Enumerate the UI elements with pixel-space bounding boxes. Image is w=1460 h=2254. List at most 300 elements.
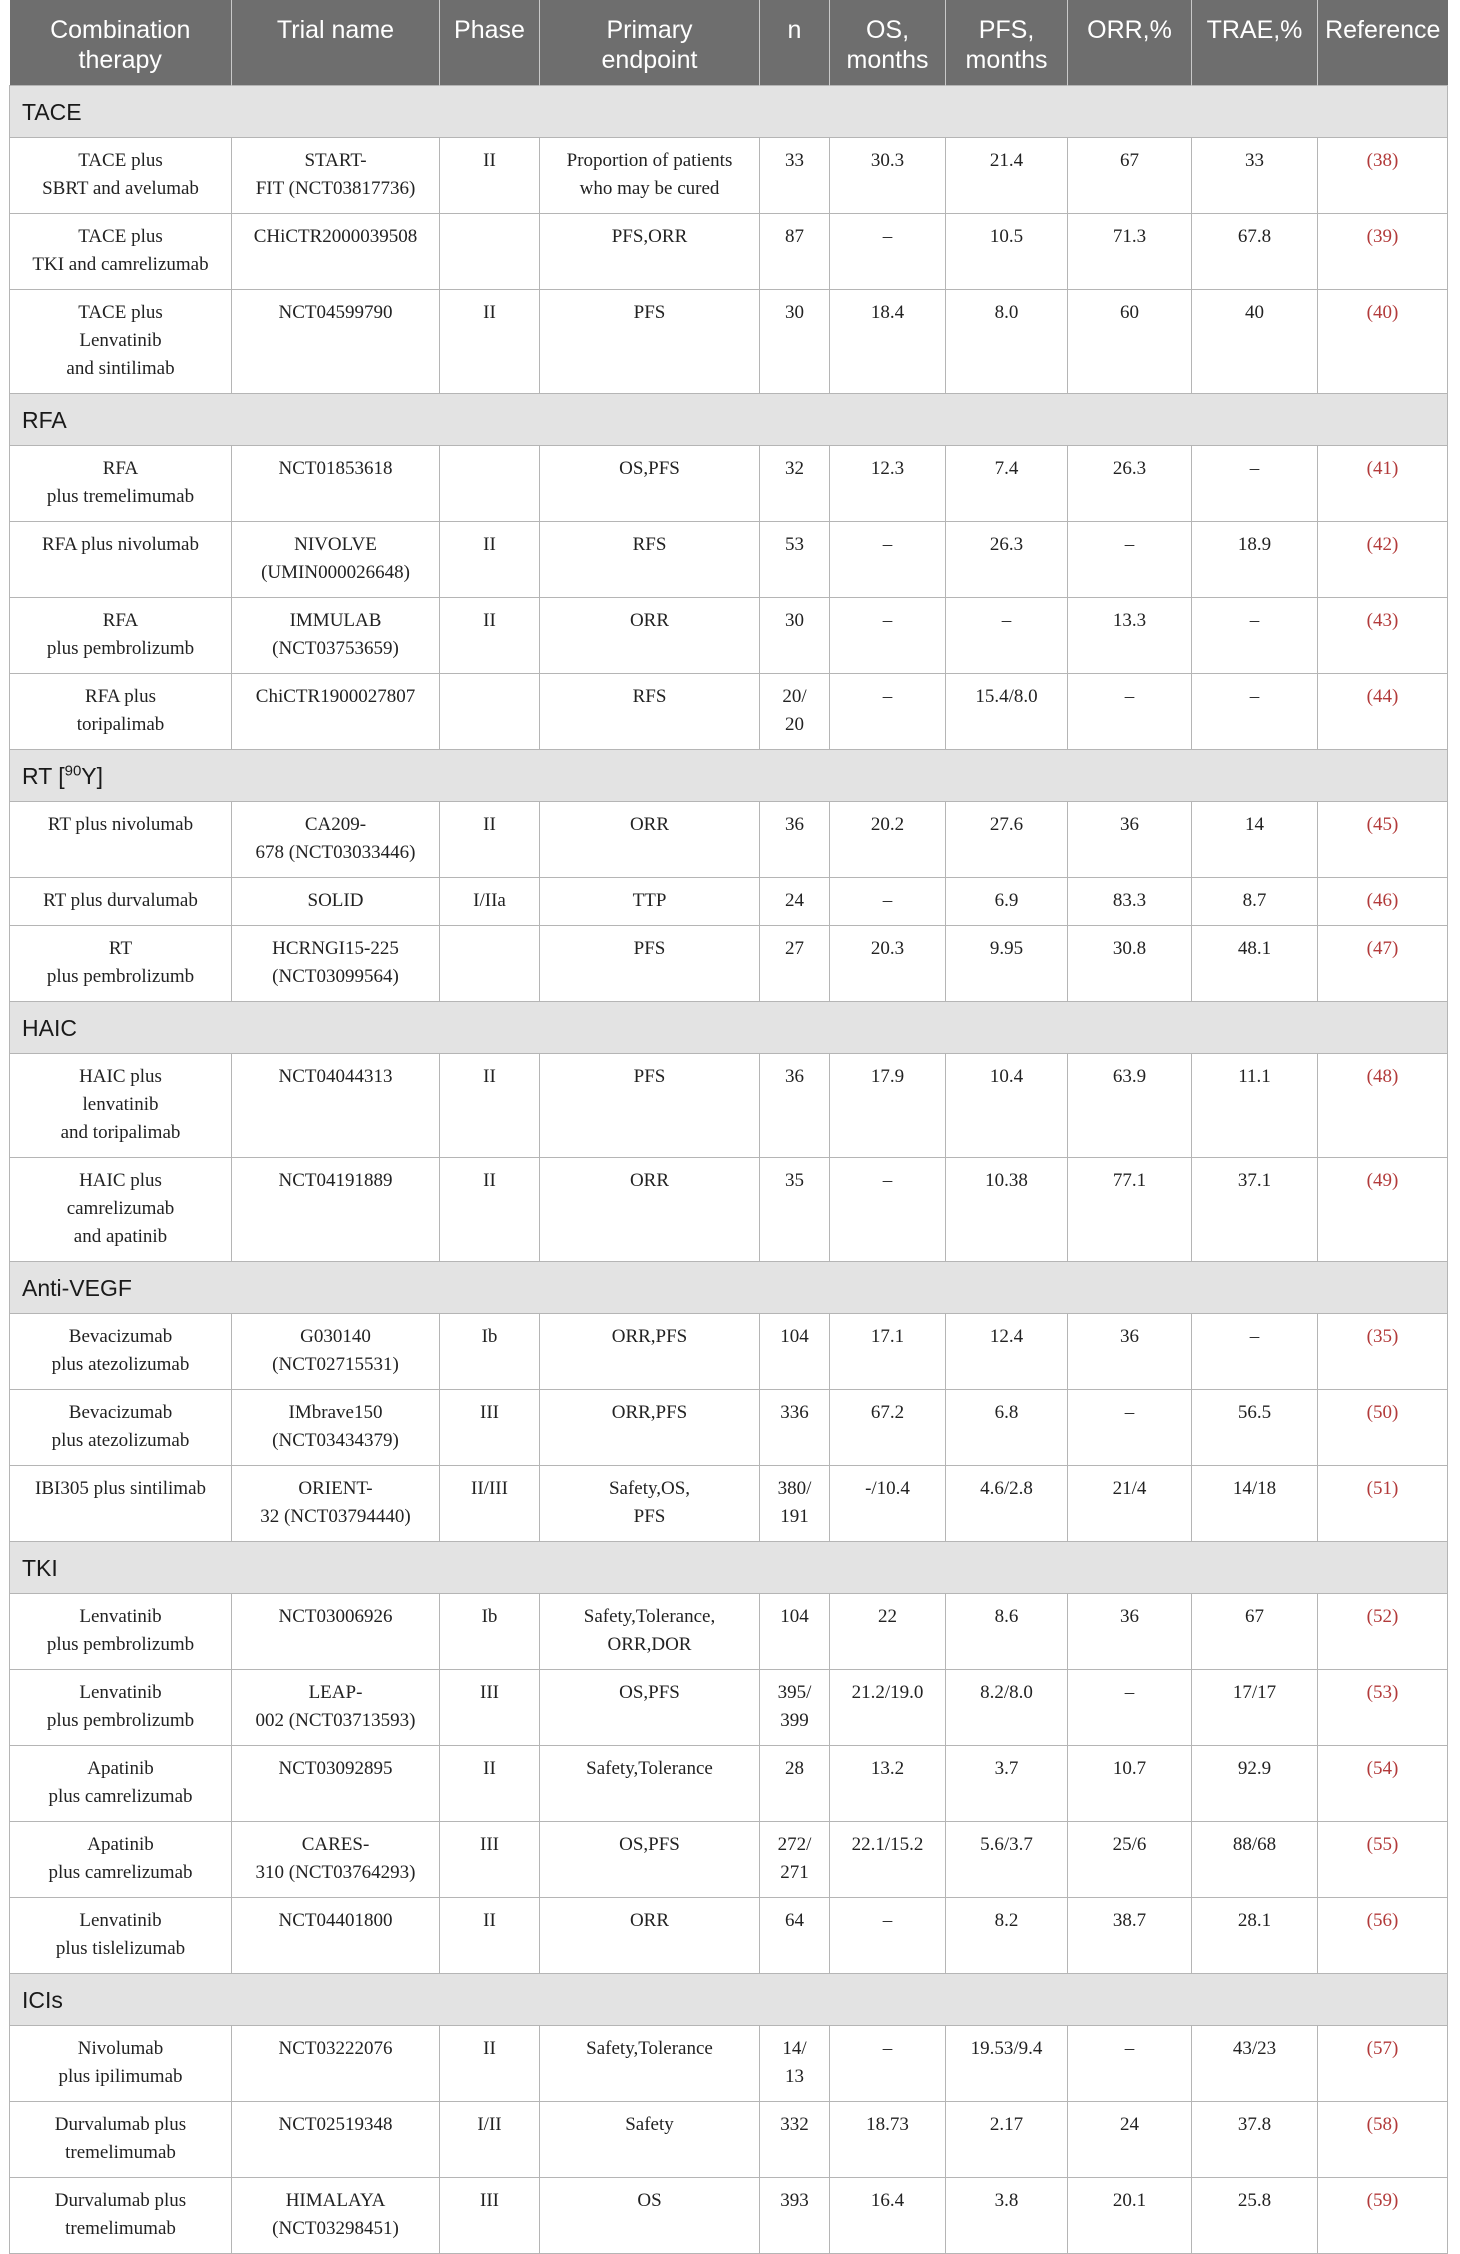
cell-text: RFA plus nivolumab bbox=[42, 534, 199, 555]
reference-cell bbox=[1318, 1594, 1448, 1670]
cell-text: Safety,OS, bbox=[608, 1478, 691, 1499]
endpoint-cell bbox=[540, 2178, 760, 2254]
therapy-cell bbox=[10, 2026, 232, 2102]
trae-cell: 11.1 bbox=[1192, 1054, 1318, 1158]
column-header-pfs-months bbox=[946, 0, 1068, 86]
column-header-text: Phase bbox=[454, 16, 525, 44]
cell-text: NCT03092895 bbox=[278, 1758, 393, 1779]
cell-text: who may be cured bbox=[579, 178, 720, 199]
cell-text: IBI305 plus sintilimab bbox=[35, 1478, 206, 1499]
n-cell bbox=[760, 1746, 830, 1822]
orr-cell: 13.3 bbox=[1068, 598, 1192, 674]
phase-cell bbox=[440, 214, 540, 290]
cell-text: plus pembrolizumb bbox=[46, 966, 195, 987]
trae-cell: 37.8 bbox=[1192, 2102, 1318, 2178]
cell-text: plus tislelizumab bbox=[55, 1938, 186, 1959]
column-header-text: PFS, bbox=[978, 16, 1035, 44]
table-row bbox=[10, 1314, 1448, 1390]
endpoint-cell bbox=[540, 2102, 760, 2178]
orr-cell: 20.1 bbox=[1068, 2178, 1192, 2254]
cell-text: NCT02519348 bbox=[278, 2114, 393, 2135]
orr-cell: 26.3 bbox=[1068, 446, 1192, 522]
cell-text: IMMULAB bbox=[289, 610, 382, 631]
section-title: RFA bbox=[10, 394, 1448, 446]
phase-cell: Ib bbox=[440, 1594, 540, 1670]
cell-text: ORR,PFS bbox=[611, 1402, 688, 1423]
pfs-cell: – bbox=[946, 598, 1068, 674]
n-cell bbox=[760, 2026, 830, 2102]
phase-cell: II bbox=[440, 1746, 540, 1822]
phase-cell: II bbox=[440, 138, 540, 214]
table-row bbox=[10, 1466, 1448, 1542]
reference-link[interactable]: (50) bbox=[1366, 1402, 1399, 1423]
reference-link[interactable]: (55) bbox=[1366, 1834, 1399, 1855]
cell-text: TKI and camrelizumab bbox=[32, 254, 209, 275]
phase-cell: II bbox=[440, 290, 540, 394]
reference-link[interactable]: (52) bbox=[1366, 1606, 1399, 1627]
column-header-text: therapy bbox=[78, 46, 162, 74]
column-header-text: ORR,% bbox=[1087, 16, 1172, 44]
reference-cell bbox=[1318, 674, 1448, 750]
os-cell: – bbox=[830, 598, 946, 674]
combination-therapy-trials-table bbox=[9, 0, 1448, 2254]
cell-text: Proportion of patients bbox=[566, 150, 733, 171]
reference-link[interactable]: (56) bbox=[1366, 1910, 1399, 1931]
trae-cell: – bbox=[1192, 674, 1318, 750]
reference-link[interactable]: (57) bbox=[1366, 2038, 1399, 2059]
cell-text: PFS bbox=[633, 1066, 666, 1087]
trae-cell: 37.1 bbox=[1192, 1158, 1318, 1262]
endpoint-cell bbox=[540, 1314, 760, 1390]
cell-text: 336 bbox=[780, 1402, 809, 1423]
os-cell: 30.3 bbox=[830, 138, 946, 214]
cell-text: and toripalimab bbox=[60, 1122, 181, 1143]
reference-link[interactable]: (45) bbox=[1366, 814, 1399, 835]
trial-name-cell bbox=[232, 878, 440, 926]
n-cell bbox=[760, 1822, 830, 1898]
reference-link[interactable]: (53) bbox=[1366, 1682, 1399, 1703]
trial-name-cell bbox=[232, 1746, 440, 1822]
phase-cell bbox=[440, 674, 540, 750]
endpoint-cell bbox=[540, 1898, 760, 1974]
phase-cell: III bbox=[440, 1822, 540, 1898]
section-row bbox=[10, 1974, 1448, 2026]
therapy-cell bbox=[10, 290, 232, 394]
pfs-cell: 7.4 bbox=[946, 446, 1068, 522]
cell-text: FIT (NCT03817736) bbox=[255, 178, 416, 199]
os-cell: 12.3 bbox=[830, 446, 946, 522]
orr-cell: 36 bbox=[1068, 1594, 1192, 1670]
trial-name-cell bbox=[232, 1314, 440, 1390]
os-cell: – bbox=[830, 1898, 946, 1974]
endpoint-cell bbox=[540, 1466, 760, 1542]
trial-name-cell bbox=[232, 1670, 440, 1746]
section-title bbox=[10, 750, 1448, 802]
trial-name-cell bbox=[232, 802, 440, 878]
table-header bbox=[10, 0, 1448, 86]
cell-text: 271 bbox=[780, 1862, 809, 1883]
endpoint-cell bbox=[540, 522, 760, 598]
cell-text: RT plus nivolumab bbox=[47, 814, 194, 835]
cell-text: tremelimumab bbox=[65, 2142, 176, 2163]
reference-cell bbox=[1318, 1822, 1448, 1898]
cell-text: Nivolumab bbox=[77, 2038, 164, 2059]
pfs-cell: 6.8 bbox=[946, 1390, 1068, 1466]
column-header-n bbox=[760, 0, 830, 86]
n-cell bbox=[760, 1594, 830, 1670]
column-header-text: Combination bbox=[50, 16, 191, 44]
reference-link[interactable]: (35) bbox=[1366, 1326, 1399, 1347]
trae-cell: 18.9 bbox=[1192, 522, 1318, 598]
n-cell bbox=[760, 802, 830, 878]
pfs-cell: 9.95 bbox=[946, 926, 1068, 1002]
trae-cell: 92.9 bbox=[1192, 1746, 1318, 1822]
n-cell bbox=[760, 1054, 830, 1158]
cell-text: LEAP- bbox=[308, 1682, 363, 1703]
section-title: HAIC bbox=[10, 1002, 1448, 1054]
trials-table-container bbox=[9, 0, 1447, 2254]
therapy-cell bbox=[10, 878, 232, 926]
section-row bbox=[10, 1542, 1448, 1594]
reference-cell bbox=[1318, 878, 1448, 926]
trial-name-cell bbox=[232, 522, 440, 598]
trae-cell: 14/18 bbox=[1192, 1466, 1318, 1542]
endpoint-cell bbox=[540, 1054, 760, 1158]
reference-link[interactable]: (46) bbox=[1366, 890, 1399, 911]
cell-text: Safety,Tolerance bbox=[586, 1758, 713, 1779]
pfs-cell: 26.3 bbox=[946, 522, 1068, 598]
orr-cell: – bbox=[1068, 2026, 1192, 2102]
n-cell bbox=[760, 214, 830, 290]
cell-text: ORIENT- bbox=[298, 1478, 373, 1499]
reference-link[interactable]: (38) bbox=[1366, 150, 1399, 171]
section-title-part: RT [ bbox=[22, 763, 65, 789]
cell-text: plus pembrolizumb bbox=[46, 638, 195, 659]
phase-cell: II bbox=[440, 598, 540, 674]
reference-link[interactable]: (51) bbox=[1366, 1478, 1399, 1499]
cell-text: RFS bbox=[632, 534, 667, 555]
os-cell: 67.2 bbox=[830, 1390, 946, 1466]
phase-cell: II bbox=[440, 802, 540, 878]
therapy-cell bbox=[10, 2102, 232, 2178]
section-row bbox=[10, 394, 1448, 446]
cell-text: RT plus durvalumab bbox=[43, 890, 198, 911]
reference-cell bbox=[1318, 1466, 1448, 1542]
cell-text: 104 bbox=[780, 1606, 809, 1627]
cell-text: 53 bbox=[785, 534, 804, 555]
n-cell bbox=[760, 598, 830, 674]
table-row bbox=[10, 1822, 1448, 1898]
section-title: TKI bbox=[10, 1542, 1448, 1594]
cell-text: Safety,Tolerance, bbox=[583, 1606, 716, 1627]
orr-cell: 24 bbox=[1068, 2102, 1192, 2178]
reference-link[interactable]: (47) bbox=[1366, 938, 1399, 959]
table-body bbox=[10, 86, 1448, 2254]
table-row bbox=[10, 2026, 1448, 2102]
cell-text: Lenvatinib bbox=[79, 1606, 162, 1627]
reference-link[interactable]: (49) bbox=[1366, 1170, 1399, 1191]
cell-text: TACE plus bbox=[78, 302, 163, 323]
cell-text: OS bbox=[637, 2190, 662, 2211]
pfs-cell: 10.5 bbox=[946, 214, 1068, 290]
os-cell: 22 bbox=[830, 1594, 946, 1670]
cell-text: plus pembrolizumb bbox=[46, 1710, 195, 1731]
cell-text: NCT04044313 bbox=[278, 1066, 393, 1087]
pfs-cell: 15.4/8.0 bbox=[946, 674, 1068, 750]
reference-cell bbox=[1318, 1314, 1448, 1390]
trae-cell: 25.8 bbox=[1192, 2178, 1318, 2254]
cell-text: ChiCTR1900027807 bbox=[255, 686, 416, 707]
cell-text: Lenvatinib bbox=[79, 1910, 162, 1931]
cell-text: toripalimab bbox=[76, 714, 165, 735]
reference-cell bbox=[1318, 926, 1448, 1002]
therapy-cell bbox=[10, 1054, 232, 1158]
trae-cell: 28.1 bbox=[1192, 1898, 1318, 1974]
reference-cell bbox=[1318, 446, 1448, 522]
cell-text: RFA plus bbox=[85, 686, 156, 707]
cell-text: TACE plus bbox=[78, 226, 163, 247]
reference-cell bbox=[1318, 1158, 1448, 1262]
cell-text: HCRNGI15-225 bbox=[272, 938, 399, 959]
phase-cell: II bbox=[440, 522, 540, 598]
column-header-trae bbox=[1192, 0, 1318, 86]
cell-text: lenvatinib bbox=[82, 1094, 159, 1115]
cell-text: 332 bbox=[780, 2114, 809, 2135]
phase-cell: III bbox=[440, 1670, 540, 1746]
therapy-cell bbox=[10, 522, 232, 598]
endpoint-cell bbox=[540, 1594, 760, 1670]
trial-name-cell bbox=[232, 1466, 440, 1542]
reference-cell bbox=[1318, 1054, 1448, 1158]
reference-cell bbox=[1318, 290, 1448, 394]
trae-cell: 43/23 bbox=[1192, 2026, 1318, 2102]
cell-text: CARES- bbox=[301, 1834, 370, 1855]
reference-cell bbox=[1318, 2178, 1448, 2254]
cell-text: 64 bbox=[785, 1910, 804, 1931]
os-cell: – bbox=[830, 522, 946, 598]
cell-text: 87 bbox=[785, 226, 804, 247]
os-cell: 17.9 bbox=[830, 1054, 946, 1158]
n-cell bbox=[760, 1670, 830, 1746]
cell-text: RFA bbox=[102, 610, 139, 631]
column-header-orr bbox=[1068, 0, 1192, 86]
endpoint-cell bbox=[540, 1746, 760, 1822]
pfs-cell: 10.4 bbox=[946, 1054, 1068, 1158]
trae-cell: – bbox=[1192, 446, 1318, 522]
pfs-cell: 8.2 bbox=[946, 1898, 1068, 1974]
cell-text: NCT04599790 bbox=[278, 302, 393, 323]
column-header-reference bbox=[1318, 0, 1448, 86]
column-header-combination-therapy bbox=[10, 0, 232, 86]
cell-text: ORR bbox=[629, 1910, 670, 1931]
cell-text: NCT04191889 bbox=[278, 1170, 393, 1191]
n-cell bbox=[760, 1390, 830, 1466]
cell-text: Safety,Tolerance bbox=[586, 2038, 713, 2059]
pfs-cell: 4.6/2.8 bbox=[946, 1466, 1068, 1542]
trial-name-cell bbox=[232, 214, 440, 290]
reference-cell bbox=[1318, 2102, 1448, 2178]
pfs-cell: 5.6/3.7 bbox=[946, 1822, 1068, 1898]
endpoint-cell bbox=[540, 138, 760, 214]
cell-text: HAIC plus bbox=[79, 1066, 162, 1087]
table-row bbox=[10, 1158, 1448, 1262]
os-cell: 18.4 bbox=[830, 290, 946, 394]
table-row bbox=[10, 290, 1448, 394]
n-cell bbox=[760, 926, 830, 1002]
table-row bbox=[10, 674, 1448, 750]
reference-link[interactable]: (41) bbox=[1366, 458, 1399, 479]
orr-cell: – bbox=[1068, 522, 1192, 598]
section-row bbox=[10, 86, 1448, 138]
table-row bbox=[10, 1898, 1448, 1974]
reference-cell bbox=[1318, 2026, 1448, 2102]
therapy-cell bbox=[10, 1898, 232, 1974]
cell-text: HIMALAYA bbox=[285, 2190, 386, 2211]
n-cell bbox=[760, 1466, 830, 1542]
reference-link[interactable]: (39) bbox=[1366, 226, 1399, 247]
endpoint-cell bbox=[540, 598, 760, 674]
cell-text: 33 bbox=[785, 150, 804, 171]
trial-name-cell bbox=[232, 598, 440, 674]
cell-text: 310 (NCT03764293) bbox=[255, 1862, 416, 1883]
trae-cell: 40 bbox=[1192, 290, 1318, 394]
os-cell: – bbox=[830, 2026, 946, 2102]
section-title: TACE bbox=[10, 86, 1448, 138]
therapy-cell bbox=[10, 598, 232, 674]
n-cell bbox=[760, 446, 830, 522]
n-cell bbox=[760, 1158, 830, 1262]
cell-text: 32 bbox=[785, 458, 804, 479]
cell-text: plus pembrolizumb bbox=[46, 1634, 195, 1655]
column-header-os-months bbox=[830, 0, 946, 86]
pfs-cell: 21.4 bbox=[946, 138, 1068, 214]
reference-link[interactable]: (40) bbox=[1366, 302, 1399, 323]
n-cell bbox=[760, 1314, 830, 1390]
phase-cell: III bbox=[440, 2178, 540, 2254]
orr-cell: 38.7 bbox=[1068, 1898, 1192, 1974]
endpoint-cell bbox=[540, 2026, 760, 2102]
cell-text: START- bbox=[304, 150, 367, 171]
trial-name-cell bbox=[232, 2102, 440, 2178]
orr-cell: – bbox=[1068, 1390, 1192, 1466]
cell-text: plus tremelimumab bbox=[46, 486, 195, 507]
cell-text: G030140 bbox=[300, 1326, 371, 1347]
os-cell: – bbox=[830, 1158, 946, 1262]
reference-cell bbox=[1318, 1670, 1448, 1746]
orr-cell: – bbox=[1068, 674, 1192, 750]
cell-text: NCT01853618 bbox=[278, 458, 393, 479]
trial-name-cell bbox=[232, 2178, 440, 2254]
cell-text: and sintilimab bbox=[66, 358, 175, 379]
cell-text: 20/ bbox=[782, 686, 807, 707]
orr-cell: 36 bbox=[1068, 802, 1192, 878]
os-cell: – bbox=[830, 878, 946, 926]
therapy-cell bbox=[10, 674, 232, 750]
cell-text: OS,PFS bbox=[619, 458, 680, 479]
pfs-cell: 19.53/9.4 bbox=[946, 2026, 1068, 2102]
trial-name-cell bbox=[232, 1898, 440, 1974]
section-title-part: Y] bbox=[81, 763, 104, 789]
reference-link[interactable]: (48) bbox=[1366, 1066, 1399, 1087]
table-row bbox=[10, 214, 1448, 290]
reference-link[interactable]: (42) bbox=[1366, 534, 1399, 555]
phase-cell: I/II bbox=[440, 2102, 540, 2178]
trial-name-cell bbox=[232, 1390, 440, 1466]
orr-cell: 21/4 bbox=[1068, 1466, 1192, 1542]
column-header-text: months bbox=[965, 46, 1048, 74]
section-title: ICIs bbox=[10, 1974, 1448, 2026]
endpoint-cell bbox=[540, 674, 760, 750]
reference-link[interactable]: (58) bbox=[1366, 2114, 1399, 2135]
therapy-cell bbox=[10, 2178, 232, 2254]
column-header-text: Trial name bbox=[276, 16, 395, 44]
trae-cell: – bbox=[1192, 1314, 1318, 1390]
therapy-cell bbox=[10, 1594, 232, 1670]
trae-cell: – bbox=[1192, 598, 1318, 674]
therapy-cell bbox=[10, 1314, 232, 1390]
column-header-primary-endpoint bbox=[540, 0, 760, 86]
cell-text: NCT04401800 bbox=[278, 1910, 393, 1931]
trial-name-cell bbox=[232, 2026, 440, 2102]
table-row bbox=[10, 2102, 1448, 2178]
trae-cell: 67.8 bbox=[1192, 214, 1318, 290]
table-row bbox=[10, 2178, 1448, 2254]
n-cell bbox=[760, 290, 830, 394]
orr-cell: 71.3 bbox=[1068, 214, 1192, 290]
therapy-cell bbox=[10, 1466, 232, 1542]
table-row bbox=[10, 522, 1448, 598]
os-cell: 18.73 bbox=[830, 2102, 946, 2178]
os-cell: – bbox=[830, 674, 946, 750]
cell-text: 002 (NCT03713593) bbox=[255, 1710, 416, 1731]
cell-text: camrelizumab bbox=[66, 1198, 175, 1219]
trae-cell: 17/17 bbox=[1192, 1670, 1318, 1746]
column-header-trial-name bbox=[232, 0, 440, 86]
cell-text: PFS bbox=[633, 938, 666, 959]
column-header-phase bbox=[440, 0, 540, 86]
phase-cell: II bbox=[440, 1158, 540, 1262]
endpoint-cell bbox=[540, 1822, 760, 1898]
os-cell: 20.3 bbox=[830, 926, 946, 1002]
cell-text: IMbrave150 bbox=[288, 1402, 383, 1423]
cell-text: PFS bbox=[633, 1506, 666, 1527]
cell-text: (NCT03298451) bbox=[272, 2218, 399, 2239]
cell-text: 14/ bbox=[782, 2038, 807, 2059]
trial-name-cell bbox=[232, 1822, 440, 1898]
reference-link[interactable]: (59) bbox=[1366, 2190, 1399, 2211]
cell-text: ORR,DOR bbox=[607, 1634, 692, 1655]
orr-cell: 67 bbox=[1068, 138, 1192, 214]
trial-name-cell bbox=[232, 290, 440, 394]
phase-cell: II/III bbox=[440, 1466, 540, 1542]
cell-text: Bevacizumab bbox=[68, 1326, 173, 1347]
table-row bbox=[10, 1594, 1448, 1670]
pfs-cell: 10.38 bbox=[946, 1158, 1068, 1262]
trial-name-cell bbox=[232, 138, 440, 214]
reference-link[interactable]: (54) bbox=[1366, 1758, 1399, 1779]
trae-cell: 56.5 bbox=[1192, 1390, 1318, 1466]
reference-cell bbox=[1318, 598, 1448, 674]
cell-text: PFS,ORR bbox=[611, 226, 688, 247]
reference-link[interactable]: (44) bbox=[1366, 686, 1399, 707]
cell-text: 191 bbox=[780, 1506, 809, 1527]
column-header-text: months bbox=[846, 46, 929, 74]
orr-cell: 77.1 bbox=[1068, 1158, 1192, 1262]
cell-text: OS,PFS bbox=[619, 1834, 680, 1855]
column-header-text: Reference bbox=[1325, 16, 1441, 44]
reference-link[interactable]: (43) bbox=[1366, 610, 1399, 631]
phase-cell: III bbox=[440, 1390, 540, 1466]
